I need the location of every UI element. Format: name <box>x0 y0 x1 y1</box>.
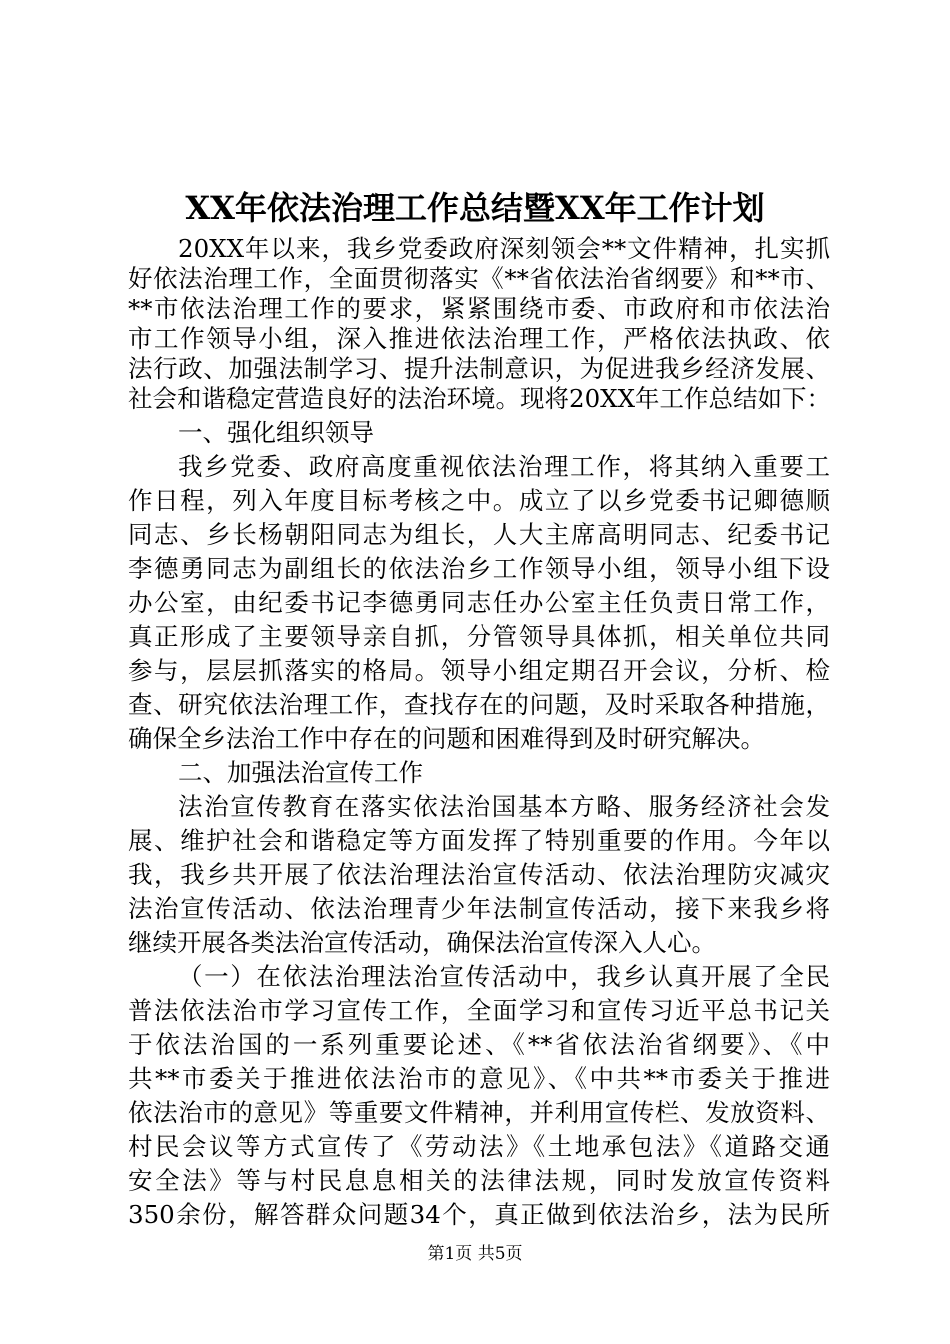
paragraph-line: 我乡党委、政府高度重视依法治理工作，将其纳入重要工 <box>178 452 830 481</box>
paragraph-line: 普法依法治市学习宣传工作，全面学习和宣传习近平总书记关 <box>128 996 830 1025</box>
paragraph-line: （一）在依法治理法治宣传活动中，我乡认真开展了全民 <box>178 962 830 991</box>
paragraph-line: 参与，层层抓落实的格局。领导小组定期召开会议，分析、检 <box>128 656 830 685</box>
paragraph-line: 确保全乡法治工作中存在的问题和困难得到及时研究解决。 <box>128 724 765 753</box>
paragraph-line: 法行政、加强法制学习、提升法制意识，为促进我乡经济发展、 <box>128 354 830 383</box>
page-footer: 第1页 共5页 <box>427 1244 523 1264</box>
section-heading: 二、加强法治宣传工作 <box>178 758 423 787</box>
paragraph-line: 于依法治国的一系列重要论述、《**省依法治省纲要》、《中 <box>128 1030 830 1059</box>
paragraph-line: 法治宣传活动、依法治理青少年法制宣传活动，接下来我乡将 <box>128 894 830 923</box>
paragraph-line: **市依法治理工作的要求，紧紧围绕市委、市政府和市依法治 <box>128 294 830 323</box>
document-title: XX年依法治理工作总结暨XX年工作计划 <box>185 189 765 227</box>
paragraph-line: 依法治市的意见》等重要文件精神，并利用宣传栏、发放资料、 <box>128 1098 830 1127</box>
paragraph-line: 350余份，解答群众问题34个，真正做到依法治乡，法为民所 <box>128 1200 830 1229</box>
paragraph-line: 共**市委关于推进依法治市的意见》、《中共**市委关于推进 <box>128 1064 830 1093</box>
paragraph-line: 我，我乡共开展了依法治理法治宣传活动、依法治理防灾减灾 <box>128 860 830 889</box>
paragraph-line: 安全法》等与村民息息相关的法律法规，同时发放宣传资料 <box>128 1166 830 1195</box>
paragraph-line: 同志、乡长杨朝阳同志为组长，人大主席高明同志、纪委书记 <box>128 520 830 549</box>
paragraph-line: 村民会议等方式宣传了《劳动法》《土地承包法》《道路交通 <box>128 1132 830 1161</box>
paragraph-line: 办公室，由纪委书记李德勇同志任办公室主任负责日常工作， <box>128 588 830 617</box>
paragraph-line: 查、研究依法治理工作，查找存在的问题，及时采取各种措施， <box>128 690 830 719</box>
paragraph-line: 市工作领导小组，深入推进依法治理工作，严格依法执政、依 <box>128 324 830 353</box>
paragraph-line: 社会和谐稳定营造良好的法治环境。现将20XX年工作总结如下： <box>128 384 832 413</box>
paragraph-line: 20XX年以来，我乡党委政府深刻领会**文件精神，扎实抓 <box>178 234 830 263</box>
paragraph-line: 好依法治理工作，全面贯彻落实《**省依法治省纲要》和**市、 <box>128 264 830 293</box>
paragraph-line: 法治宣传教育在落实依法治国基本方略、服务经济社会发 <box>178 792 830 821</box>
paragraph-line: 作日程，列入年度目标考核之中。成立了以乡党委书记卿德顺 <box>128 486 830 515</box>
section-heading: 一、强化组织领导 <box>178 418 374 447</box>
paragraph-line: 真正形成了主要领导亲自抓，分管领导具体抓，相关单位共同 <box>128 622 830 651</box>
paragraph-line: 继续开展各类法治宣传活动，确保法治宣传深入人心。 <box>128 928 716 957</box>
paragraph-line: 展、维护社会和谐稳定等方面发挥了特别重要的作用。今年以 <box>128 826 830 855</box>
paragraph-line: 李德勇同志为副组长的依法治乡工作领导小组，领导小组下设 <box>128 554 830 583</box>
